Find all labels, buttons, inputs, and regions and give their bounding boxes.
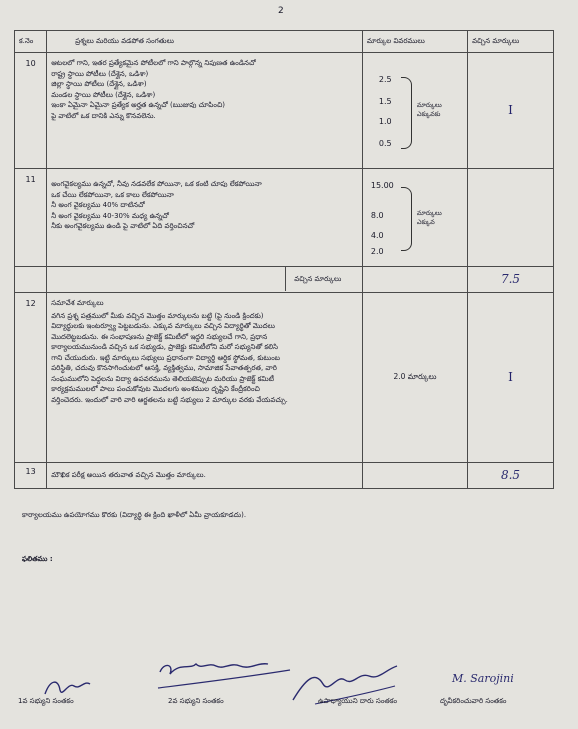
brace-icon [401,77,412,149]
question-line: రాష్ట్ర స్థాయి పోటీలు (దేశ్లైన, ఒడిశా) [51,69,149,78]
empty-cell [362,463,467,489]
question-line: ఒక చేయి లేకపోయినా, ఒక కాలు లేకపోయినా [51,190,174,199]
handwritten-name: M. Sarojini [452,672,514,685]
row-number: 10 [15,53,47,169]
question-line: అంగవైకల్యము ఉన్నచో, నీవు నడవలేక పోయినా, ఒక కంటి చూపు లేకపోయినా [51,180,262,188]
scale-value: 15.00 [370,181,394,190]
brace-icon [401,187,412,251]
header-serial: క.నెం [15,31,47,53]
scale-value: 8.0 [370,211,384,220]
question-text [47,293,363,463]
header-awarded: వచ్చిన మార్కులు [468,31,554,53]
subtotal-label-cell [47,267,363,293]
empty-cell [15,267,47,293]
table-row [15,53,554,169]
question-line: నీ అంగ వైకల్యము 40-30% మధ్య ఉన్నచో [51,211,169,220]
subtotal-value: 7.5 [468,267,554,293]
question-text [47,169,363,267]
question-line: మౌఖిక పరీక్ష అయిన తరువాత వచ్చిన మొత్తం మార్కులు. [51,471,206,480]
scale-value: 1.5 [378,97,392,106]
question-line: పై వాటిలో ఒక దానికి ఎన్ను కొనవలెను. [51,111,156,120]
marks-table [14,30,554,489]
header-marks-detail: మార్కుల వివరములు [362,31,467,53]
scale-note-line: ఎక్కువకు [416,110,441,118]
subtotal-row [15,267,554,293]
question-line: వర్తించెదరు. ఇందులో వారి వారి ఆర్జతలను బట్టి సభ్యులు 2 మార్కుల వరకు వేయవచ్చు. [51,395,288,404]
question-line: విద్యార్థులకు ఇంటర్వ్యూ పెట్టబడును. ఎక్కువ మార్కులు వచ్చిన విద్యార్థితో మొదలు [51,322,275,330]
table-row [15,293,554,463]
question-line: నీకు అంగవైకల్యము ఉండి పై వాటిలో ఏది వర్తించినచో [51,222,195,230]
question-line: ఇంకా ఏమైనా ఏమైనా ప్రత్యేక అర్హత ఉన్నచో (ఋజువు చూపించి) [51,101,226,109]
question-line: సంఘములోని పెద్దలను విద్యా ఉపవరమును తెలియజెప్పుట మరియు ప్రాజెక్ట్ కమిటీ [51,374,275,383]
question-line: మండల స్థాయి పోటీలు (దేశ్లైన, ఒడిశా) [51,90,156,99]
question-text [47,53,363,169]
empty-cell [362,267,467,293]
question-line: మొదలెట్టబడును. ఈ సంభాషణను ప్రాజెక్ట్ కమిటీలో ఇద్దరి సభ్యులచే గాని, ప్రధాన [51,332,268,341]
row-number: 13 [15,463,47,489]
question-line: కార్యాలయమునుండి వచ్చిన ఒక సభ్యుడు, ప్రాజెక్టు కమిటీలోని మరో సభ్యునితో కలిసి [51,343,279,351]
awarded-mark [468,169,554,267]
scale-value: 0.5 [378,139,392,148]
result-label: ఫలితము : [22,555,53,563]
question-line: గాని చేయుదురు. ఇట్టి మార్కులు సభ్యులు ప్రధానంగా విద్యార్థి ఆర్థిక స్థోమత, కుటుంబ [51,353,281,362]
scale-note-line: ఎక్కువ [416,218,435,226]
question-title: సమావేశ మార్కులు [51,299,104,307]
awarded-mark [468,53,554,169]
signature-label-4: దృవీకరించువారి సంతకం [440,697,507,705]
marks-scale [362,53,467,169]
question-text [47,463,363,489]
scale-value: 4.0 [370,231,384,240]
question-line: వగిన ప్రశ్న పత్రములో మీకు వచ్చిన మొత్తం మార్కులను బట్టి (పై నుండి క్రిందకు) [51,311,264,320]
question-line: ఆటలలో గాని, ఇతర ప్రత్యేకమైన పోటీలలో గాని పాల్గొన్న నిపుణత ఉండినచో [51,59,256,67]
table-header-row [15,31,554,53]
marks-cell [362,293,467,463]
scale-value: 2.5 [378,75,392,84]
scale-value: 1.0 [378,117,392,126]
signature-label-3: ఉపాధ్యాయుని దారు సంతకం [318,697,398,705]
signature-label-1: 1వ సభ్యుని సంతకం [18,697,74,705]
page-number: 2 [278,6,284,16]
row-number: 12 [15,293,47,463]
subtotal-label: వచ్చిన మార్కులు [294,275,342,283]
row-number: 11 [15,169,47,267]
signature-label-2: 2వ సభ్యుని సంతకం [168,697,224,705]
question-line: కార్యక్రమములలో పాలు పంచుకోవుట మొదలగు అంశముల దృష్టిని కేంద్రీకరించి [51,385,260,393]
awarded-value: I [508,103,513,118]
awarded-value: I [508,370,513,385]
table-row [15,463,554,489]
marks-value: 2.0 మార్కులు [393,372,437,382]
scale-note-line: మార్కులు [416,209,442,217]
question-line: నీ అంగ వైకల్యము 40% దాటినచో [51,201,145,209]
scale-note [417,101,442,119]
question-line: జిల్లా స్థాయి పోటీలు (దేశ్లైన, ఒడిశా) [51,80,147,88]
table-row [15,169,554,267]
signature-scribble-2 [150,652,300,702]
scale-value: 2.0 [370,247,384,256]
scale-note-line: మార్కులు [416,101,442,109]
scale-note [417,209,442,227]
total-value: 8.5 [468,463,554,489]
question-line: పరిస్థితి, చదువు కొనసాగించుటలో ఆసక్తి, వ్యక్తిత్వము, సామాజిక సేవాతత్పరత, వారి [51,364,277,372]
office-use-note: కార్యాలయము ఉపయోగము కొరకు (విద్యార్థి ఈ క్రింది ఖాళీలో ఏమీ వ్రాయకూడదు). [22,511,247,519]
awarded-mark [468,293,554,463]
marks-scale [362,169,467,267]
header-questions: ప్రశ్నలు మరియు వడపోత సంగతులు [47,31,363,53]
